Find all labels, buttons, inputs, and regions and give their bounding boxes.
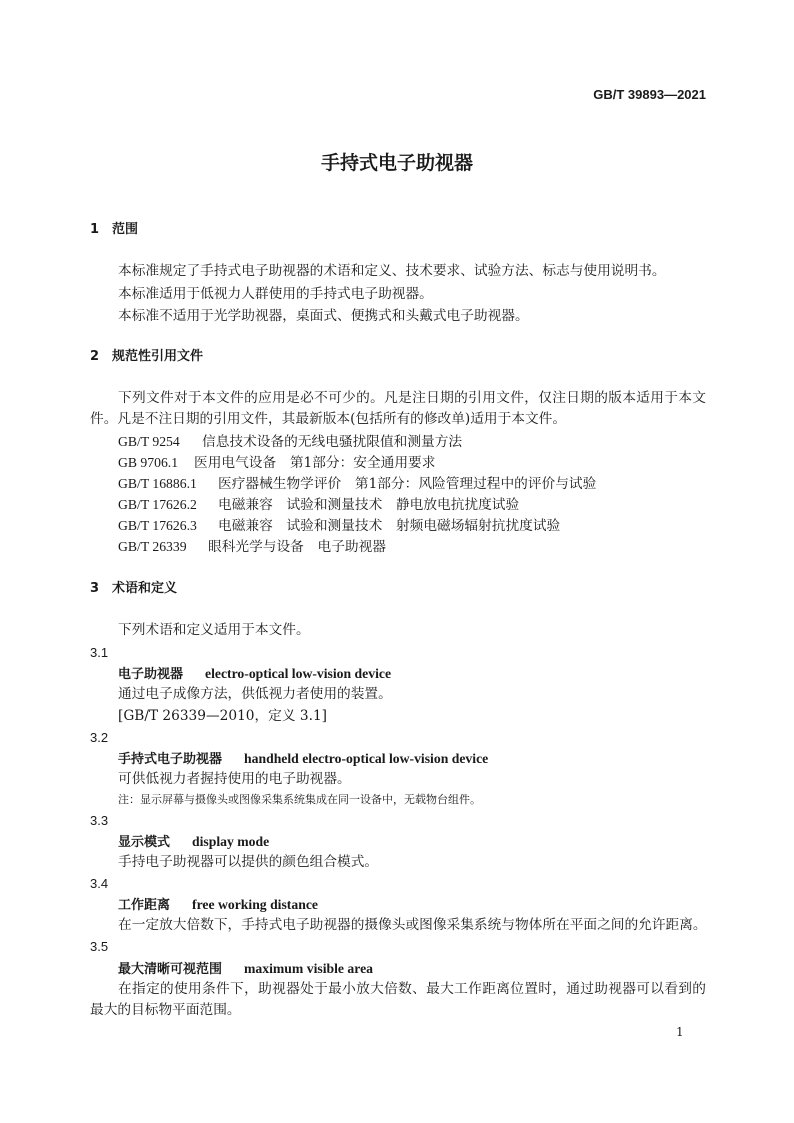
term-zh: 最大清晰可视范围 — [118, 962, 223, 977]
reference-item — [118, 536, 386, 558]
section-title: 术语和定义 — [112, 581, 178, 596]
term-heading — [118, 831, 269, 853]
term-en: electro-optical low-vision device — [205, 666, 392, 681]
term-source: [GB/T 26339—2010，定义 3.1] — [118, 708, 328, 724]
reference-code: GB/T 26339 — [118, 539, 187, 554]
reference-code: GB/T 16886.1 — [118, 476, 197, 491]
standard-number: GB/T 39893—2021 — [593, 87, 706, 102]
section-title: 规范性引用文件 — [112, 349, 204, 364]
term-note: 注：显示屏幕与摄像头或图像采集系统集成在同一设备中，无载物台组件。 — [118, 793, 481, 806]
term-number: 3.5 — [90, 939, 109, 954]
reference-item — [118, 515, 560, 537]
term-en: maximum visible area — [244, 961, 374, 976]
document-title: 手持式电子助视器 — [320, 152, 473, 174]
reference-title: 信息技术设备的无线电骚扰限值和测量方法 — [202, 434, 463, 450]
section-title: 范围 — [112, 222, 139, 237]
section-heading-scope — [90, 219, 138, 240]
term-definition: 可供低视力者握持使用的电子助视器。 — [118, 771, 351, 787]
references-intro: 下列文件对于本文件的应用是必不可少的。凡是注日期的引用文件，仅注日期的版本适用于本文件。凡是不注日期的引用文件，其最新版本(包括所有的修改单)适用于本文件。 — [90, 390, 706, 427]
term-number: 3.2 — [90, 730, 109, 745]
terms-intro: 下列术语和定义适用于本文件。 — [118, 622, 310, 638]
reference-title: 医疗器械生物学评价 第1部分：风险管理过程中的评价与试验 — [218, 476, 597, 492]
term-en: handheld electro-optical low-vision device — [244, 751, 489, 766]
section-heading-normative-references — [90, 346, 203, 367]
scope-paragraph: 本标准规定了手持式电子助视器的术语和定义、技术要求、试验方法、标志与使用说明书。 — [118, 263, 666, 279]
term-zh: 工作距离 — [118, 898, 171, 913]
reference-title: 医用电气设备 第1部分：安全通用要求 — [194, 455, 436, 471]
scope-paragraph: 本标准适用于低视力人群使用的手持式电子助视器。 — [118, 286, 433, 302]
reference-title: 眼科光学与设备 电子助视器 — [208, 539, 386, 555]
term-heading — [118, 894, 318, 916]
term-zh: 电子助视器 — [118, 667, 184, 682]
scope-paragraph: 本标准不适用于光学助视器，桌面式、便携式和头戴式电子助视器。 — [118, 308, 529, 324]
term-number: 3.1 — [90, 645, 109, 660]
reference-code: GB/T 9254 — [118, 434, 180, 449]
term-zh: 手持式电子助视器 — [118, 752, 223, 767]
reference-code: GB/T 17626.3 — [118, 518, 197, 533]
reference-title: 电磁兼容 试验和测量技术 射频电磁场辐射抗扰度试验 — [218, 518, 561, 534]
term-heading — [118, 663, 391, 685]
page-number: 1 — [676, 1025, 684, 1039]
term-definition: 手持电子助视器可以提供的颜色组合模式。 — [118, 854, 379, 870]
reference-title: 电磁兼容 试验和测量技术 静电放电抗扰度试验 — [218, 497, 520, 513]
section-number: 3 — [90, 581, 100, 596]
term-zh: 显示模式 — [118, 835, 171, 850]
reference-item — [118, 431, 462, 453]
reference-code: GB/T 17626.2 — [118, 497, 197, 512]
section-number: 2 — [90, 349, 100, 364]
term-heading — [118, 958, 373, 980]
reference-item — [118, 452, 435, 474]
term-number: 3.4 — [90, 876, 109, 891]
term-number: 3.3 — [90, 813, 109, 828]
term-definition: 通过电子成像方法，供低视力者使用的装置。 — [118, 686, 392, 702]
reference-item — [118, 473, 596, 495]
section-number: 1 — [90, 222, 100, 237]
reference-code: GB 9706.1 — [118, 455, 179, 470]
section-heading-terms — [90, 578, 177, 599]
term-en: display mode — [192, 834, 270, 849]
term-definition: 在指定的使用条件下，助视器处于最小放大倍数、最大工作距离位置时，通过助视器可以看到的最大的目标物平面范围。 — [90, 981, 706, 1018]
reference-item — [118, 494, 519, 516]
term-definition: 在一定放大倍数下，手持式电子助视器的摄像头或图像采集系统与物体所在平面之间的允许距离。 — [118, 917, 707, 933]
term-en: free working distance — [192, 897, 318, 912]
term-heading — [118, 748, 488, 770]
